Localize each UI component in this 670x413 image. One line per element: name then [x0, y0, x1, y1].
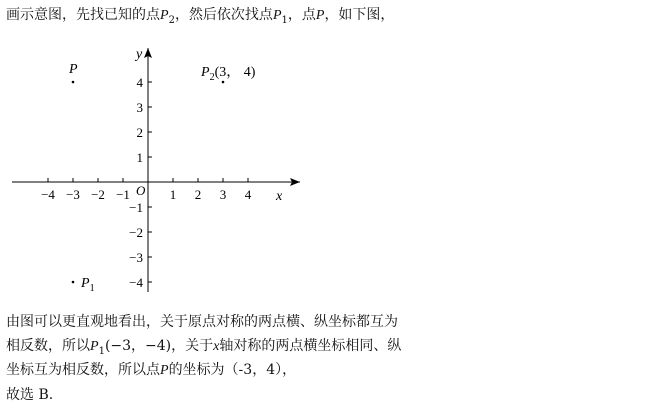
y-tick-label: −1	[129, 200, 143, 215]
point-marker	[222, 81, 225, 84]
x-tick-label: −4	[41, 187, 55, 202]
answer-line: 故选 B.	[6, 387, 54, 403]
explanation-text-2c: 轴对称的两点横坐标相同、纵	[219, 338, 402, 354]
x-tick-label: 2	[194, 187, 202, 202]
x-tick-label: 1	[169, 187, 177, 202]
point-marker	[72, 81, 75, 84]
point-p2-label: P	[160, 8, 169, 23]
x-tick-label: −1	[116, 187, 130, 202]
y-tick-label: 2	[136, 125, 143, 140]
axes	[12, 47, 300, 292]
intro-text-d: ，如下图，	[324, 7, 395, 23]
intro-text-c: ，点	[287, 7, 316, 23]
intro-line	[6, 4, 394, 32]
point-marker	[72, 281, 75, 284]
point-name: P	[201, 65, 210, 80]
explanation-p1-subscript: 1	[98, 345, 105, 357]
origin-label: O	[136, 183, 146, 198]
point-p1-subscript: 1	[281, 14, 288, 26]
x-tick-label: −3	[66, 187, 80, 202]
y-tick-label: 1	[136, 150, 143, 165]
y-tick-label: −3	[129, 250, 143, 265]
point-name: P	[69, 62, 78, 77]
point-label	[200, 65, 256, 83]
point-subscript: 1	[89, 283, 95, 294]
x-tick-label: 3	[219, 187, 227, 202]
explanation-line-1: 由图可以更直观地看出，关于原点对称的两点横、纵坐标都互为	[6, 314, 398, 330]
explanation-text-2a: 相反数，所以	[6, 338, 90, 354]
y-tick-label: 3	[136, 100, 143, 115]
point-subscript: 2	[209, 72, 215, 83]
intro-text-a: 画示意图，先找已知的点	[6, 7, 160, 23]
explanation-x-axis: x	[213, 339, 220, 354]
explanation-line-3	[6, 359, 296, 382]
point-label	[80, 276, 95, 294]
explanation-text-3b: 的坐标为（-3，4），	[168, 362, 297, 378]
intro-text-b: ，然后依次找点	[174, 7, 273, 23]
y-tick-label: −2	[129, 225, 143, 240]
point-p1-label: P	[272, 8, 282, 23]
explanation-text-3a: 坐标互为相反数，所以点	[6, 362, 160, 378]
x-axis-label: x	[276, 189, 283, 204]
explanation-text-2b: ，关于	[171, 338, 214, 354]
y-tick-label: −4	[129, 275, 143, 290]
x-tick-label: −2	[91, 187, 105, 202]
point-p-label: P	[315, 8, 325, 23]
point-label	[68, 62, 78, 77]
explanation-p1-coords: (−3，−4)	[104, 338, 172, 354]
explanation-p1: P	[90, 339, 99, 354]
explanation-point-p: P	[160, 363, 169, 378]
points	[68, 62, 256, 294]
y-axis-label: y	[136, 47, 143, 62]
x-tick-label: 4	[244, 187, 252, 202]
point-p2-subscript: 2	[168, 14, 175, 26]
point-coordinates: (3， 4)	[214, 65, 256, 80]
coordinate-plane-figure	[0, 40, 330, 300]
y-tick-label: 4	[136, 75, 143, 90]
point-name: P	[81, 276, 90, 291]
